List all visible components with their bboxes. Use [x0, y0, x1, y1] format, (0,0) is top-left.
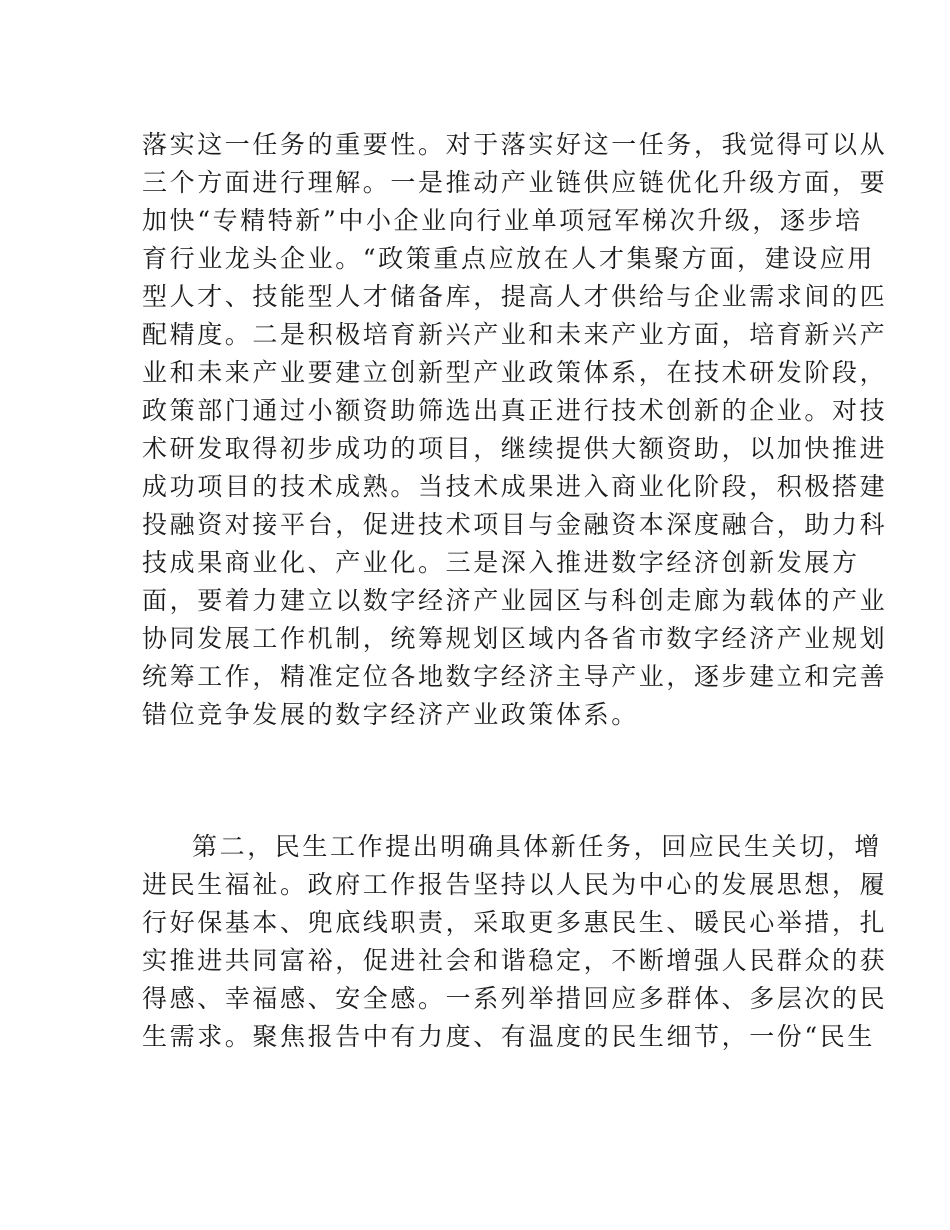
paragraph-line: 投融资对接平台，促进技术项目与金融资本深度融合，助力科 [142, 510, 888, 539]
paragraph-line: 进民生福祉。政府工作报告坚持以人民为中心的发展思想，履 [142, 870, 888, 899]
paragraph-line: 协同发展工作机制，统筹规划区域内各省市数字经济产业规划 [142, 624, 888, 653]
paragraph-2 [142, 828, 888, 1056]
paragraph-line: 面，要着力建立以数字经济产业园区与科创走廊为载体的产业 [142, 586, 888, 615]
paragraph-1 [142, 126, 888, 734]
paragraph-line: 育行业龙头企业。“政策重点应放在人才集聚方面，建设应用 [142, 244, 875, 273]
paragraph-line: 实推进共同富裕，促进社会和谐稳定，不断增强人民群众的获 [142, 946, 888, 975]
paragraph-line: 成功项目的技术成熟。当技术成果进入商业化阶段，积极搭建 [142, 472, 888, 501]
paragraph-line: 业和未来产业要建立创新型产业政策体系，在技术研发阶段， [142, 358, 888, 387]
paragraph-line: 得感、幸福感、安全感。一系列举措回应多群体、多层次的民 [142, 984, 888, 1013]
paragraph-line: 第二，民生工作提出明确具体新任务，回应民生关切，增 [192, 832, 883, 861]
paragraph-line: 行好保基本、兜底线职责，采取更多惠民生、暖民心举措，扎 [142, 908, 888, 937]
paragraph-line: 错位竞争发展的数字经济产业政策体系。 [142, 700, 639, 729]
paragraph-line: 生需求。聚焦报告中有力度、有温度的民生细节，一份“民生 [142, 1022, 875, 1051]
paragraph-line: 配精度。二是积极培育新兴产业和未来产业方面，培育新兴产 [142, 320, 888, 349]
paragraph-line: 落实这一任务的重要性。对于落实好这一任务，我觉得可以从 [142, 130, 888, 159]
paragraph-line: 统筹工作，精准定位各地数字经济主导产业，逐步建立和完善 [142, 662, 888, 691]
paragraph-line: 型人才、技能型人才储备库，提高人才供给与企业需求间的匹 [142, 282, 888, 311]
paragraph-line: 三个方面进行理解。一是推动产业链供应链优化升级方面，要 [142, 168, 888, 197]
paragraph-line: 加快“专精特新”中小企业向行业单项冠军梯次升级，逐步培 [142, 206, 863, 235]
paragraph-line: 技成果商业化、产业化。三是深入推进数字经济创新发展方 [142, 548, 860, 577]
paragraph-line: 术研发取得初步成功的项目，继续提供大额资助，以加快推进 [142, 434, 888, 463]
paragraph-line: 政策部门通过小额资助筛选出真正进行技术创新的企业。对技 [142, 396, 888, 425]
